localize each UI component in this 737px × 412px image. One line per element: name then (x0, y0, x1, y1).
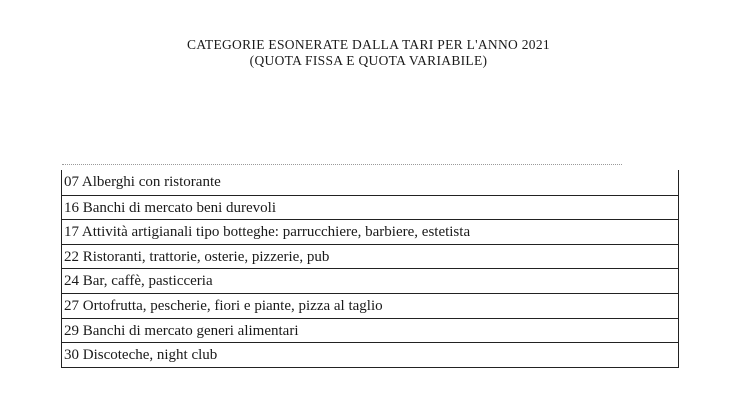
table-row: 24 Bar, caffè, pasticceria (62, 268, 678, 293)
table-row: 29 Banchi di mercato generi alimentari (62, 318, 678, 343)
table-row: 17 Attività artigianali tipo botteghe: parrucchiere, barbiere, estetista (62, 219, 678, 244)
document-subtitle: (QUOTA FISSA E QUOTA VARIABILE) (249, 53, 488, 68)
table-row: 30 Discoteche, night club (62, 342, 678, 367)
table-row: 22 Ristoranti, trattorie, osterie, pizzerie, pub (62, 244, 678, 269)
scan-artifact-line (62, 164, 622, 167)
document-title: CATEGORIE ESONERATE DALLA TARI PER L'ANNO 2021 (187, 37, 550, 52)
table-row: 16 Banchi di mercato beni durevoli (62, 195, 678, 220)
categories-table (61, 170, 679, 368)
table-row: 27 Ortofrutta, pescherie, fiori e piante, pizza al taglio (62, 293, 678, 318)
table-row: 07 Alberghi con ristorante (64, 174, 221, 190)
